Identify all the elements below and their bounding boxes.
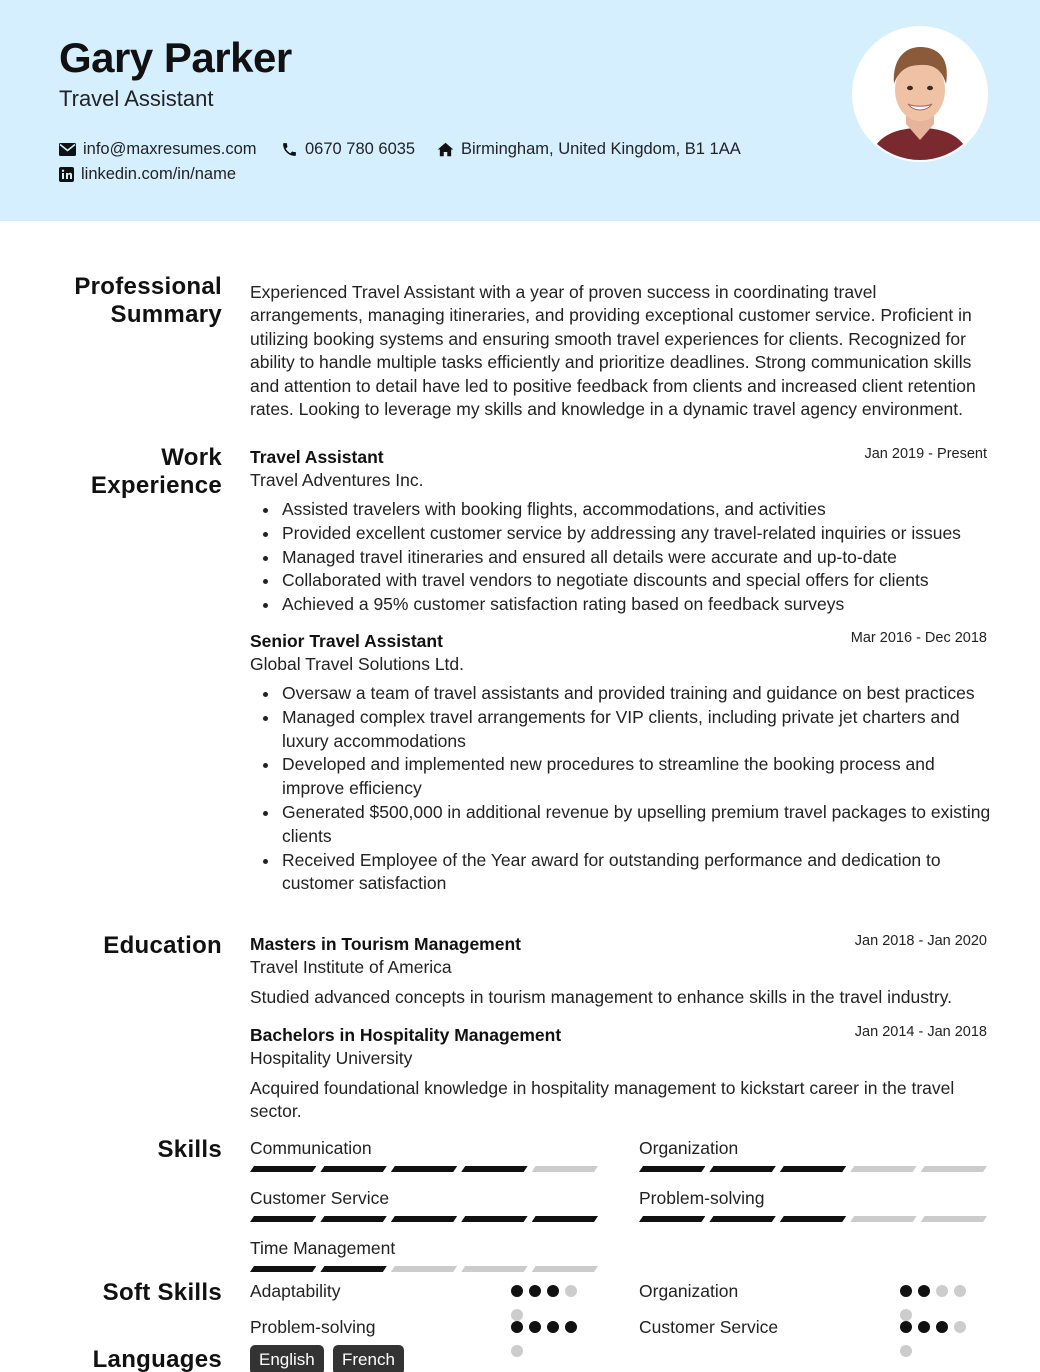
email-text: info@maxresumes.com (83, 140, 257, 158)
summary-title-line1: Professional (74, 273, 222, 300)
job-bullets (282, 682, 992, 896)
skill-name: Customer Service (250, 1188, 390, 1208)
edu-desc: Studied advanced concepts in tourism management to enhance skills in the travel industry. (250, 987, 953, 1007)
skill-bar-segment (532, 1216, 598, 1222)
bullet-item: Generated $500,000 in additional revenue by upselling premium travel packages to existing clients (282, 801, 992, 849)
soft-skill-name: Adaptability (250, 1281, 341, 1301)
soft-skill-name: Organization (639, 1281, 739, 1301)
rating-dot (511, 1345, 523, 1357)
skill-level-bar (639, 1166, 987, 1172)
section-title-languages: Languages (92, 1346, 222, 1372)
language-tag-english: English (250, 1345, 324, 1372)
skill-bar-segment (250, 1216, 316, 1222)
candidate-name: Gary Parker (59, 34, 292, 81)
rating-dot (547, 1285, 559, 1297)
soft-skill-name: Problem-solving (250, 1317, 376, 1337)
bullet-item: Collaborated with travel vendors to negotiate discounts and special offers for clients (282, 569, 992, 593)
skill-bar-segment (320, 1166, 386, 1172)
skill-bar-segment (461, 1216, 527, 1222)
rating-dot (936, 1321, 948, 1333)
rating-dot (954, 1321, 966, 1333)
skill-bar-segment (850, 1216, 916, 1222)
bullet-item: Assisted travelers with booking flights, accommodations, and activities (282, 498, 992, 522)
skill-bar-segment (320, 1266, 386, 1272)
job-company: Global Travel Solutions Ltd. (250, 654, 465, 674)
contact-linkedin[interactable] (59, 165, 236, 184)
skill-bar-segment (391, 1266, 457, 1272)
soft-skill-dots (511, 1321, 585, 1357)
skill-name: Time Management (250, 1238, 396, 1258)
job-company: Travel Adventures Inc. (250, 470, 424, 490)
skill-level-bar (639, 1216, 987, 1222)
rating-dot (511, 1285, 523, 1297)
rating-dot (900, 1345, 912, 1357)
skill-bar-segment (250, 1166, 316, 1172)
skill-bar-segment (532, 1266, 598, 1272)
rating-dot (529, 1321, 541, 1333)
rating-dot (900, 1285, 912, 1297)
section-title-skills: Skills (157, 1136, 222, 1163)
edu-degree: Masters in Tourism Management (250, 934, 521, 954)
edu-degree: Bachelors in Hospitality Management (250, 1025, 562, 1045)
bullet-item: Oversaw a team of travel assistants and provided training and guidance on best practices (282, 682, 992, 706)
bullet-item: Managed travel itineraries and ensured all details were accurate and up-to-date (282, 546, 992, 570)
bullet-item: Developed and implemented new procedures to streamline the booking process and improve efficiency (282, 753, 992, 801)
edu-dates: Jan 2014 - Jan 2018 (854, 1024, 987, 1040)
skill-name: Problem-solving (639, 1188, 765, 1208)
skill-bar-segment (921, 1216, 987, 1222)
rating-dot (511, 1309, 523, 1321)
rating-dot (900, 1321, 912, 1333)
address-text: Birmingham, United Kingdom, B1 1AA (461, 140, 741, 158)
skill-bar-segment (532, 1166, 598, 1172)
language-tag-french: French (333, 1345, 404, 1372)
job-role: Travel Assistant (250, 447, 384, 467)
skill-bar-segment (921, 1166, 987, 1172)
rating-dot (936, 1285, 948, 1297)
bullet-item: Provided excellent customer service by addressing any travel-related inquiries or issues (282, 522, 992, 546)
rating-dot (565, 1285, 577, 1297)
edu-desc: Acquired foundational knowledge in hospitality management to kickstart career in the travel sector. (250, 1078, 955, 1122)
work-title-line2: Experience (90, 472, 222, 499)
rating-dot (529, 1285, 541, 1297)
skill-bar-segment (461, 1166, 527, 1172)
section-title-summary (74, 273, 222, 329)
soft-skill-dots (900, 1321, 974, 1357)
edu-school: Hospitality University (250, 1048, 413, 1068)
skill-level-bar (250, 1166, 598, 1172)
rating-dot (511, 1321, 523, 1333)
linkedin-icon (59, 167, 74, 182)
soft-skill-name: Customer Service (639, 1317, 779, 1337)
envelope-icon (59, 143, 76, 156)
skill-bar-segment (639, 1216, 705, 1222)
skill-bar-segment (320, 1216, 386, 1222)
rating-dot (565, 1321, 577, 1333)
skill-level-bar (250, 1266, 598, 1272)
contact-address (437, 140, 741, 159)
rating-dot (918, 1321, 930, 1333)
skill-bar-segment (709, 1216, 775, 1222)
bullet-item: Managed complex travel arrangements for VIP clients, including private jet charters and luxury accommodations (282, 706, 992, 754)
soft-skill-dots (511, 1285, 585, 1321)
skill-bar-segment (780, 1216, 846, 1222)
edu-dates: Jan 2018 - Jan 2020 (854, 933, 987, 949)
skill-name: Communication (250, 1138, 372, 1158)
linkedin-text: linkedin.com/in/name (81, 165, 236, 183)
skill-name: Organization (639, 1138, 739, 1158)
rating-dot (954, 1285, 966, 1297)
rating-dot (900, 1309, 912, 1321)
skill-bar-segment (391, 1216, 457, 1222)
section-title-work (91, 444, 222, 500)
job-dates: Jan 2019 - Present (864, 446, 987, 462)
skill-bar-segment (250, 1266, 316, 1272)
home-icon (437, 142, 454, 157)
phone-text: 0670 780 6035 (305, 140, 416, 158)
job-role: Senior Travel Assistant (250, 631, 443, 651)
summary-title-line2: Summary (110, 301, 222, 328)
work-title-line1: Work (161, 444, 222, 471)
candidate-title: Travel Assistant (59, 86, 214, 111)
profile-photo (852, 26, 988, 162)
job-bullets (282, 498, 992, 617)
skill-bar-segment (780, 1166, 846, 1172)
job-dates: Mar 2016 - Dec 2018 (850, 630, 987, 646)
bullet-item: Achieved a 95% customer satisfaction rating based on feedback surveys (282, 593, 992, 617)
section-title-soft-skills: Soft Skills (102, 1279, 222, 1306)
section-title-education: Education (103, 932, 222, 959)
bullet-item: Received Employee of the Year award for outstanding performance and dedication to customer satisfaction (282, 849, 992, 897)
rating-dot (918, 1285, 930, 1297)
contact-phone[interactable] (281, 140, 415, 159)
soft-skill-dots (900, 1285, 974, 1321)
rating-dot (547, 1321, 559, 1333)
skill-bar-segment (391, 1166, 457, 1172)
edu-school: Travel Institute of America (250, 957, 452, 977)
contact-email[interactable] (59, 140, 257, 159)
skill-bar-segment (639, 1166, 705, 1172)
skill-level-bar (250, 1216, 598, 1222)
summary-text: Experienced Travel Assistant with a year of proven success in coordinating travel arrangements, managing itineraries, and providing exceptional customer service. Proficient in utilizing booking systems and ensuring smooth travel experiences for clients. Recognized for ability to handle multiple tasks efficiently and prioritize deadlines. Strong communication skills and attention to detail have led to positive feedback from clients and increased client retention rates. Looking to leverage my skills and knowledge in a dynamic travel agency environment. (250, 282, 976, 420)
phone-icon (281, 141, 298, 158)
skill-bar-segment (850, 1166, 916, 1172)
skill-bar-segment (461, 1266, 527, 1272)
skill-bar-segment (709, 1166, 775, 1172)
